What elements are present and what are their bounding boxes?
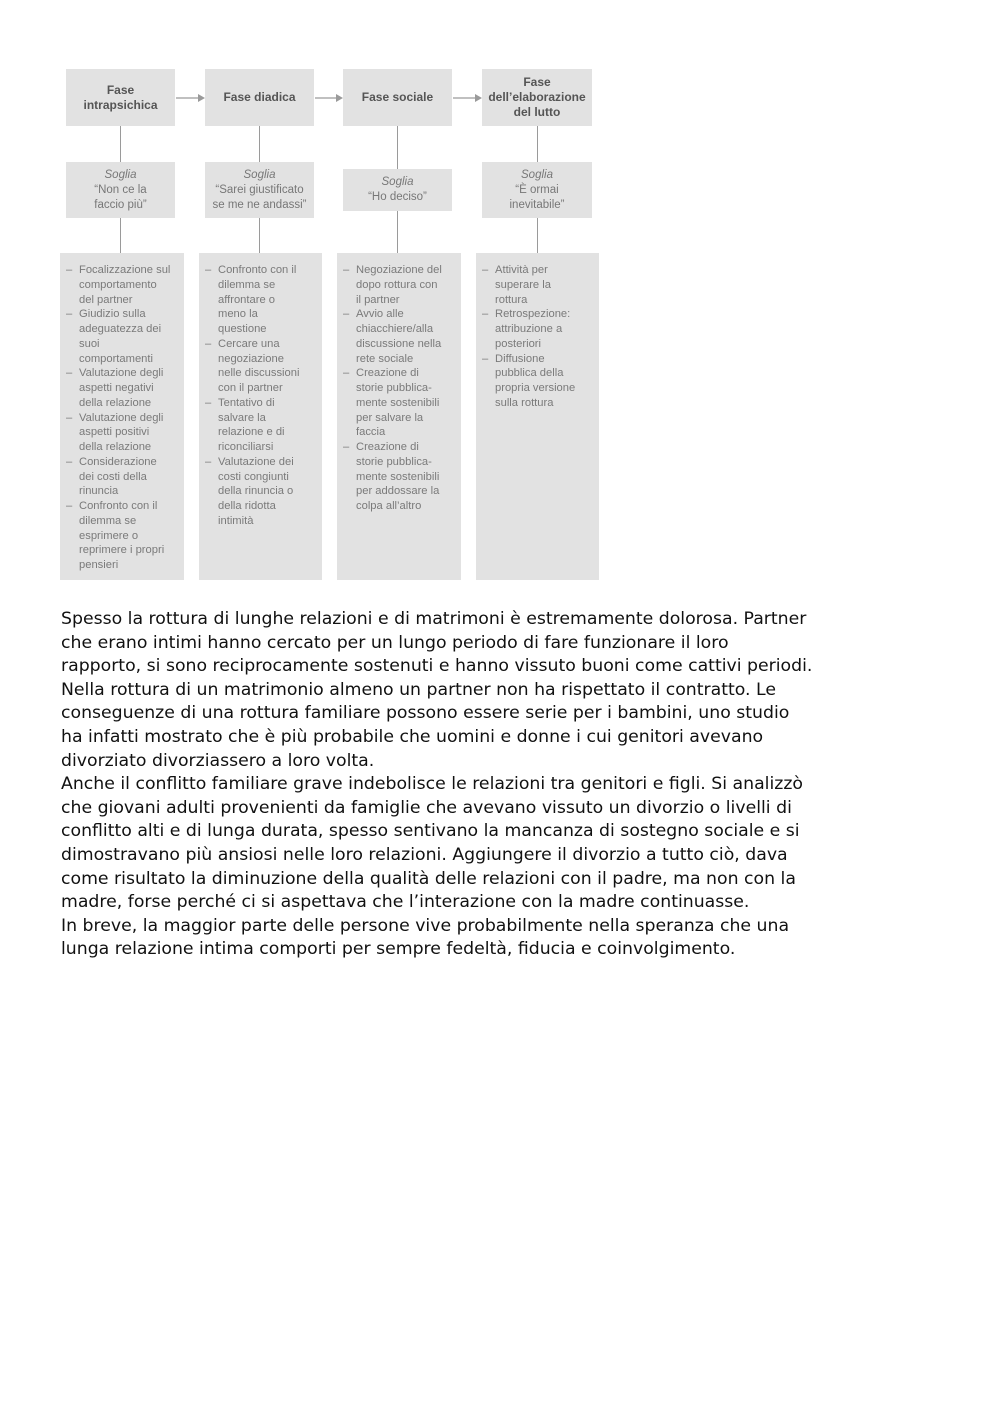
list-item: – Confronto con il dilemma se esprimere o reprimere i propri pensieri (66, 499, 180, 573)
list-item: – Cercare una negoziazione nelle discussioni con il partner (205, 337, 318, 396)
threshold-box (343, 169, 452, 211)
list-item: – Valutazione degli aspetti negativi della relazione (66, 366, 180, 410)
threshold-quote: “È ormai inevitabile” (509, 183, 565, 211)
connector-line (120, 126, 121, 162)
detail-box (476, 253, 599, 580)
phase-title: Fase diadica (223, 90, 296, 104)
list-item: – Considerazione dei costi della rinuncia (66, 455, 180, 499)
list-item: – Diffusione pubblica della propria versione sulla rottura (482, 352, 595, 411)
connector-line (537, 126, 538, 162)
threshold-box (482, 162, 592, 218)
threshold-label: Soglia (243, 168, 276, 181)
threshold-label: Soglia (521, 168, 553, 181)
connector-line (259, 126, 260, 162)
list-item: – Attività per superare la rottura (482, 263, 595, 307)
detail-list (343, 263, 457, 514)
detail-box (337, 253, 461, 580)
list-item: – Retrospezione: attribuzione a posteriori (482, 307, 595, 351)
body-text (61, 608, 951, 962)
phase-box (66, 69, 175, 126)
threshold-label: Soglia (104, 168, 137, 181)
list-item: – Valutazione dei costi congiunti della rinuncia o della ridotta intimità (205, 455, 318, 529)
list-item: – Creazione di storie pubblica- mente sostenibili per addossare la colpa all’altro (343, 440, 457, 514)
threshold-label: Soglia (381, 176, 414, 188)
arrow-right-icon (314, 92, 344, 104)
detail-box (60, 253, 184, 580)
phase-box (343, 69, 452, 126)
threshold-box (205, 162, 314, 218)
arrow-right-icon (452, 92, 483, 104)
paragraph: Spesso la rottura di lunghe relazioni e di matrimoni è estremamente dolorosa. Partner che erano intimi hanno cercato per un lungo periodo di fare funzionare il loro rapporto, si sono reciprocamente sostenuti e hanno vissuto buoni come cattivi periodi. Nella rottura di un matrimonio almeno un partner non ha rispettato il contratto. Le conseguenze di una rottura familiare possono essere serie per i bambini, uno studio ha infatti mostrato che è più probabile che uomini e donne i cui genitori avevano divorziato divorziassero a loro volta. (61, 609, 813, 771)
phase-title: Fase intrapsichica (83, 82, 158, 112)
list-item: – Giudizio sulla adeguatezza dei suoi comportamenti (66, 307, 180, 366)
paragraph: In breve, la maggior parte delle persone vive probabilmente nella speranza che una lunga relazione intima comporti per sempre fedeltà, fiducia e coinvolgimento. (61, 915, 790, 960)
paragraph: Anche il conflitto familiare grave indebolisce le relazioni tra genitori e figli. Si analizzò che giovani adulti provenienti da famiglie che avevano vissuto un divorzio o livelli di conflitto alti e di lunga durata, spesso sentivano la mancanza di sostegno sociale e si dimostravano più ansiosi nelle loro relazioni. Aggiungere il divorzio a tutto ciò, dava come risultato la diminuzione della qualità delle relazioni con il padre, ma non con la madre, forse perché ci si aspettava che l’interazione con la madre continuasse. (61, 774, 803, 913)
connector-line (537, 218, 538, 253)
detail-list (205, 263, 318, 529)
list-item: – Valutazione degli aspetti positivi della relazione (66, 411, 180, 455)
phase-box (482, 69, 592, 126)
connector-line (397, 126, 398, 169)
detail-list (482, 263, 595, 411)
connector-line (259, 218, 260, 253)
list-item: – Tentativo di salvare la relazione e di riconciliarsi (205, 396, 318, 455)
detail-box (199, 253, 322, 580)
arrow-right-icon (175, 92, 206, 104)
phase-box (205, 69, 314, 126)
phase-diagram (0, 0, 1000, 600)
list-item: – Focalizzazione sul comportamento del partner (66, 263, 180, 307)
threshold-box (66, 162, 175, 218)
list-item: – Negoziazione del dopo rottura con il partner (343, 263, 457, 307)
phase-title: Fase dell’elaborazione del lutto (488, 75, 586, 119)
connector-line (397, 211, 398, 253)
detail-list (66, 263, 180, 573)
list-item: – Avvio alle chiacchiere/alla discussione nella rete sociale (343, 307, 457, 366)
list-item: – Confronto con il dilemma se affrontare o meno la questione (205, 263, 318, 337)
threshold-quote: “Non ce la faccio più” (94, 183, 147, 211)
connector-line (120, 218, 121, 253)
threshold-quote: “Ho deciso” (368, 191, 427, 203)
phase-title: Fase sociale (361, 90, 434, 104)
list-item: – Creazione di storie pubblica- mente sostenibili per salvare la faccia (343, 366, 457, 440)
threshold-quote: “Sarei giustificato se me ne andassi” (212, 183, 307, 211)
